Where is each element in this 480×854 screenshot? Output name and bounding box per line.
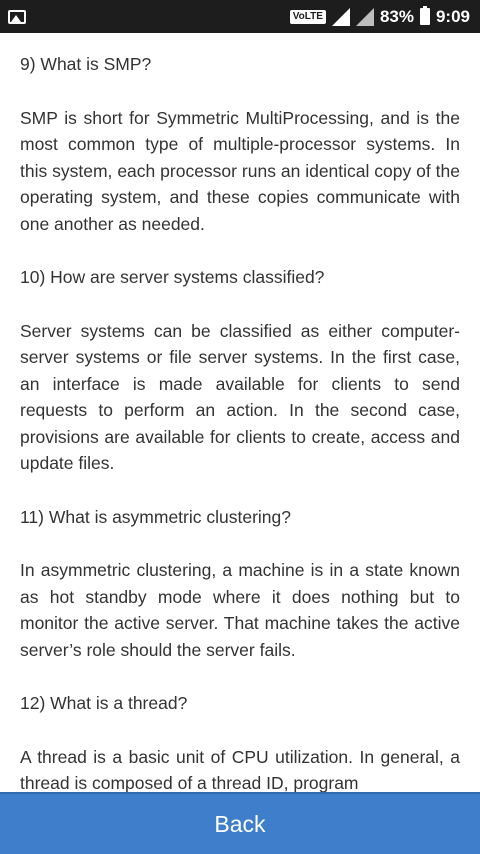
signal-icon <box>332 8 350 26</box>
question-11: 11) What is asymmetric clustering? <box>20 506 292 527</box>
question-12: 12) What is a thread? <box>20 693 188 713</box>
battery-icon <box>420 8 430 25</box>
article-content[interactable] <box>0 33 480 792</box>
question-9: 9) What is SMP? <box>20 54 152 74</box>
back-button-label: Back <box>214 810 266 837</box>
answer-12: A thread is a basic unit of CPU utilization. In general, a thread is composed of a thread ID, program <box>20 746 460 792</box>
answer-10: Server systems can be classified as either computer-server systems or file server systems. In the first case, an interface is made available for clients to send requests to perform an action. In the second case, provisions are available for clients to create, access and update files. <box>20 320 460 473</box>
signal-secondary-icon <box>356 8 374 26</box>
gallery-icon <box>8 10 26 24</box>
status-bar <box>0 0 480 33</box>
back-button[interactable] <box>0 792 480 854</box>
answer-11: In asymmetric clustering, a machine is in a state known as hot standby mode where it does nothing but to monitor the active server. That machine takes the active server’s role should the server fails. <box>20 560 460 660</box>
answer-9: SMP is short for Symmetric MultiProcessing, and is the most common type of multiple-processor systems. In this system, each processor runs an identical copy of the operating system, and these copies communicate with one another as needed. <box>20 107 460 234</box>
battery-percent: 83% <box>379 6 414 26</box>
clock: 9:09 <box>435 6 470 26</box>
question-10: 10) How are server systems classified? <box>20 267 325 287</box>
volte-badge: VoLTE <box>290 10 326 24</box>
